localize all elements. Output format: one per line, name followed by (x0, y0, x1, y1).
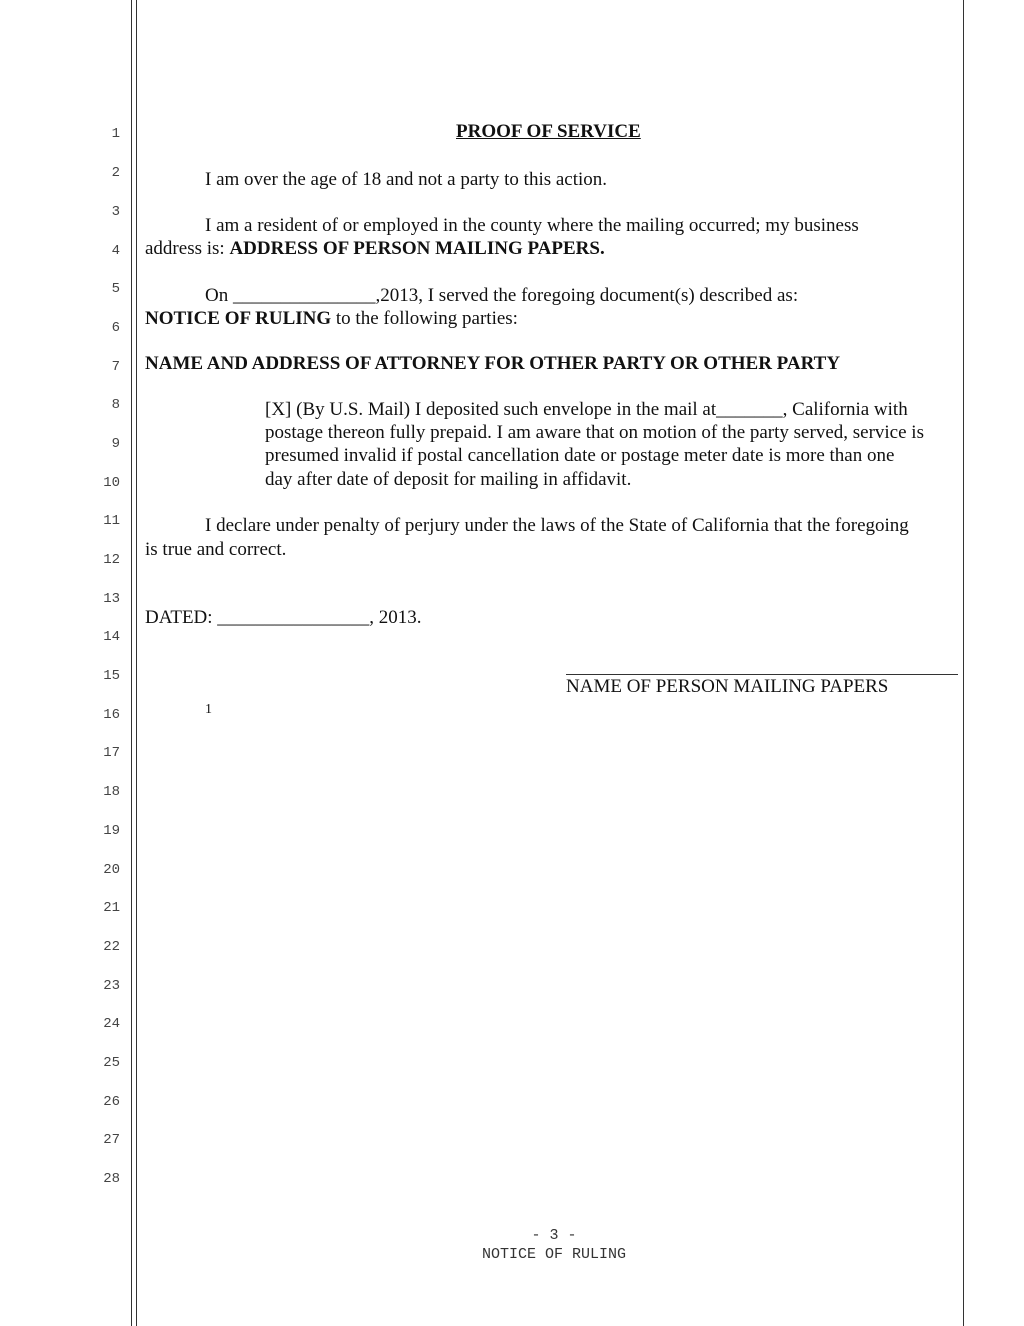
paragraph-served-line2 (145, 307, 518, 330)
line-number: 17 (103, 745, 120, 761)
mail-service-line: [X] (By U.S. Mail) I deposited such envelope in the mail at_______, California with (265, 399, 908, 420)
line-number: 1 (111, 126, 120, 142)
line-number: 27 (103, 1132, 120, 1148)
paragraph-resident-line2 (145, 237, 605, 260)
line-number: 8 (111, 397, 120, 413)
line-number: 14 (103, 629, 120, 645)
signature-name: NAME OF PERSON MAILING PAPERS (566, 676, 889, 697)
line-number: 11 (103, 513, 120, 529)
paragraph-age: I am over the age of 18 and not a party to this action. (205, 169, 608, 190)
address-placeholder: ADDRESS OF PERSON MAILING PAPERS. (229, 238, 605, 259)
mail-service-line: day after date of deposit for mailing in affidavit. (265, 469, 632, 490)
attorney-heading: NAME AND ADDRESS OF ATTORNEY FOR OTHER PARTY OR OTHER PARTY (145, 353, 841, 374)
dated-line: DATED: ________________, 2013. (145, 607, 422, 628)
declaration-line1: I declare under penalty of perjury under the laws of the State of California that the foregoing (205, 515, 909, 536)
line-number: 9 (111, 436, 120, 452)
line-number: 12 (103, 552, 120, 568)
document-name: NOTICE OF RULING (145, 308, 332, 329)
line-number: 6 (111, 320, 120, 336)
line-number: 28 (103, 1171, 120, 1187)
line-number: 24 (103, 1016, 120, 1032)
line-number: 4 (111, 243, 120, 259)
footer-document-title: NOTICE OF RULING (481, 1246, 627, 1263)
line-number: 25 (103, 1055, 120, 1071)
line-number: 20 (103, 862, 120, 878)
mail-service-line: presumed invalid if postal cancellation date or postage meter date is more than one (265, 445, 895, 466)
line-number: 3 (111, 204, 120, 220)
served-parties-text: to the following parties: (331, 308, 518, 329)
document-title: PROOF OF SERVICE (456, 121, 641, 142)
line-number: 18 (103, 784, 120, 800)
line-number: 22 (103, 939, 120, 955)
line-number: 19 (103, 823, 120, 839)
left-margin-rule-outer (131, 0, 132, 1326)
line-number: 16 (103, 707, 120, 723)
mail-service-line: postage thereon fully prepaid. I am aware that on motion of the party served, service is (265, 422, 924, 443)
line-number: 2 (111, 165, 120, 181)
paragraph-served-line1: On _______________,2013, I served the foregoing document(s) described as: (205, 285, 799, 306)
line-number: 10 (103, 475, 120, 491)
line-number: 15 (103, 668, 120, 684)
left-margin-rule-inner (136, 0, 137, 1326)
line-number: 23 (103, 978, 120, 994)
footnote-marker: 1 (205, 702, 212, 717)
page-number: - 3 - (531, 1227, 577, 1244)
paragraph-resident-line1: I am a resident of or employed in the county where the mailing occurred; my business (205, 215, 859, 236)
declaration-line2: is true and correct. (145, 539, 287, 560)
address-label: address is: (145, 238, 230, 259)
line-number: 7 (111, 359, 120, 375)
right-margin-rule (963, 0, 964, 1326)
line-number: 21 (103, 900, 120, 916)
line-number: 26 (103, 1094, 120, 1110)
line-number: 13 (103, 591, 120, 607)
line-number: 5 (111, 281, 120, 297)
